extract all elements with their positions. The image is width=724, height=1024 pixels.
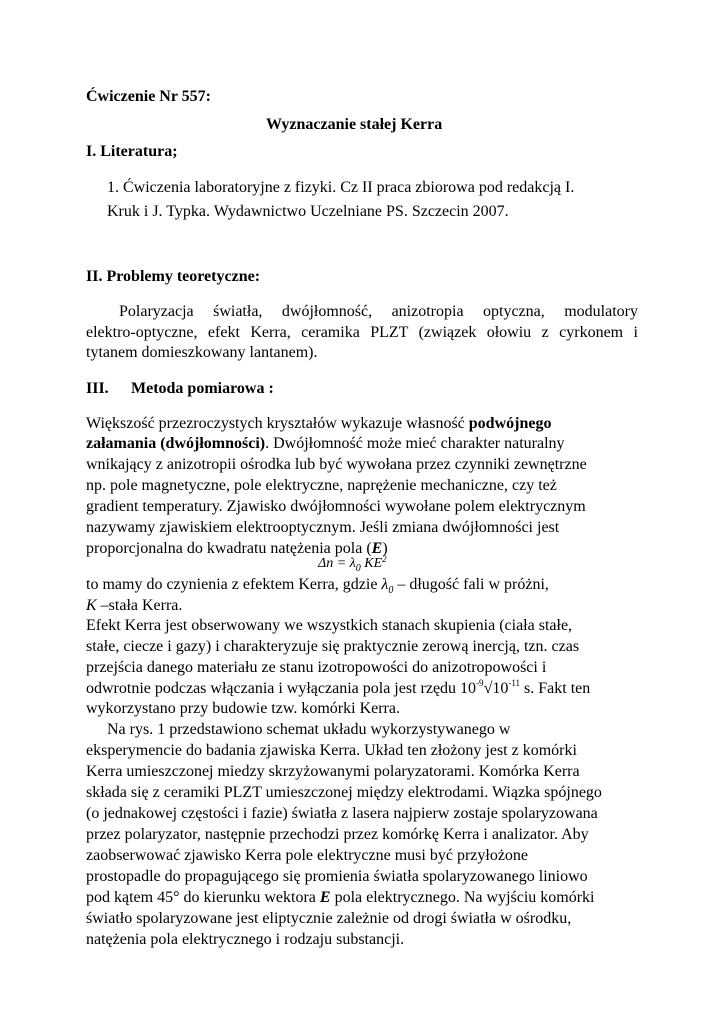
p4-line-9-text: pod kątem 45° do kierunku wektora	[86, 889, 320, 906]
p3-line-2: stałe, ciecze i gazy) i charakteryzuje się praktycznie zerową inercją, tzn. czas	[86, 638, 580, 655]
p1-line-2-bold: załamania (dwójłomności)	[86, 435, 266, 452]
p4-line-3: Kerra umieszczonej miedzy skrzyżowanymi polaryzatorami. Komórka Kerra	[86, 763, 580, 780]
p3-line-4-rest: s. Fakt ten	[520, 680, 591, 697]
formula-lhs: Δn = λ	[318, 556, 356, 571]
p2-line-2-text: –stała Kerra.	[96, 597, 183, 614]
exercise-number: Ćwiczenie Nr 557:	[86, 88, 211, 105]
formula-sup: 2	[382, 554, 387, 564]
problemy-line-2: elektro-optyczne, efekt Kerra, ceramika PLZT (związek ołowiu z cyrkonem i	[86, 324, 638, 341]
p4-line-8: prostopadle do propagującego się promienia światła spolaryzowanego liniowo	[86, 868, 588, 885]
p1-line-1-text: Większość przezroczystych kryształów wykazuje własność	[86, 415, 469, 432]
p1-line-1-bold: podwójnego	[468, 415, 552, 432]
p3-line-3: przejścia danego materiału ze stanu izotropowości do anizotropowości i	[86, 659, 547, 676]
p4-line-2: eksperymencie do badania zjawiska Kerra. Układ ten złożony jest z komórki	[86, 742, 577, 759]
p1-line-2-text: . Dwójłomność może mieć charakter naturalny	[265, 435, 565, 452]
p4-line-10: światło spolaryzowane jest eliptycznie zależnie od drogi światła w ośrodku,	[86, 910, 572, 927]
exponent-1: -9	[476, 678, 484, 688]
formula-rhs: KE	[360, 556, 383, 571]
p3-line-5: wykorzystano przy budowie tzw. komórki Kerra.	[86, 700, 400, 717]
p4-line-9-rest: pola elektrycznego. Na wyjściu komórki	[330, 889, 595, 906]
p1-line-7-text: proporcjonalna do kwadratu natężenia pola (	[86, 540, 372, 557]
kerra-formula	[318, 556, 387, 574]
field-symbol-e: E	[371, 540, 383, 557]
p2-line-1	[86, 576, 549, 596]
p4-line-6: przez polaryzator, następnie przechodzi przez komórkę Kerra i analizator. Aby	[86, 826, 589, 843]
p1-line-4: np. pole magnetyczne, pole elektryczne, naprężenie mechaniczne, czy też	[86, 477, 557, 494]
problemy-line-3: tytanem domieszkowany lantanem).	[86, 344, 318, 361]
section-metoda-heading-number: III.	[86, 380, 109, 397]
p2-line-2	[86, 597, 182, 615]
p1-line-7-close: )	[382, 540, 388, 557]
k-symbol: K	[86, 597, 97, 614]
vector-e-symbol: E	[319, 889, 331, 906]
document-title: Wyznaczanie stałej Kerra	[266, 116, 443, 133]
reference-line-1: 1. Ćwiczenia laboratoryjne z fizyki. Cz II praca zbiorowa pod redakcją I.	[107, 179, 575, 196]
p3-line-1: Efekt Kerra jest obserwowany we wszystkich stanach skupienia (ciała stałe,	[86, 617, 573, 634]
exponent-2: -11	[508, 678, 521, 688]
p2-line-1-rest: – długość fali w próżni,	[393, 576, 549, 593]
p1-line-5: gradient temperatury. Zjawisko dwójłomności wywołane polem elektrycznym	[86, 498, 586, 515]
problemy-line-1: Polaryzacja światła, dwójłomność, anizotropia optyczna, modulatory	[119, 303, 638, 320]
p4-line-9	[86, 889, 595, 907]
p1-line-2	[86, 435, 565, 453]
p4-line-5: (o jednakowej częstości i fazie) światła z lasera najpierw zostaje spolaryzowana	[86, 805, 598, 822]
section-literatura-heading: I. Literatura;	[86, 143, 178, 160]
lambda-symbol: λ	[381, 576, 389, 593]
p4-line-7: zaobserwować zjawisko Kerra pole elektryczne musi być przyłożone	[86, 847, 529, 864]
p1-line-6: nazywamy zjawiskiem elektrooptycznym. Jeśli zmiana dwójłomności jest	[86, 519, 560, 536]
p3-line-4-text: odwrotnie podczas włączania i wyłączania pola jest rzędu 10	[86, 680, 477, 697]
lambda-sub: 0	[388, 585, 394, 597]
section-problemy-heading: II. Problemy teoretyczne:	[86, 268, 261, 285]
p1-line-3: wnikający z anizotropii ośrodka lub być wywołana przez czynniki zewnętrzne	[86, 456, 587, 473]
section-metoda-heading: Metoda pomiarowa :	[131, 380, 274, 397]
p4-line-4: składa się z ceramiki PLZT umieszczonej między elektrodami. Wiązka spójnego	[86, 784, 602, 801]
p3-line-4	[86, 680, 590, 698]
formula-sub: 0	[355, 562, 361, 574]
p3-line-4-root: √10	[483, 680, 509, 697]
reference-line-2: Kruk i J. Typka. Wydawnictwo Uczelniane PS. Szczecin 2007.	[107, 203, 509, 220]
p2-line-1-text: to mamy do czynienia z efektem Kerra, gdzie	[86, 576, 382, 593]
p4-line-1: Na rys. 1 przedstawiono schemat układu wykorzystywanego w	[107, 721, 511, 738]
p1-line-1	[86, 415, 551, 433]
p4-line-11: natężenia pola elektrycznego i rodzaju substancji.	[86, 931, 405, 948]
